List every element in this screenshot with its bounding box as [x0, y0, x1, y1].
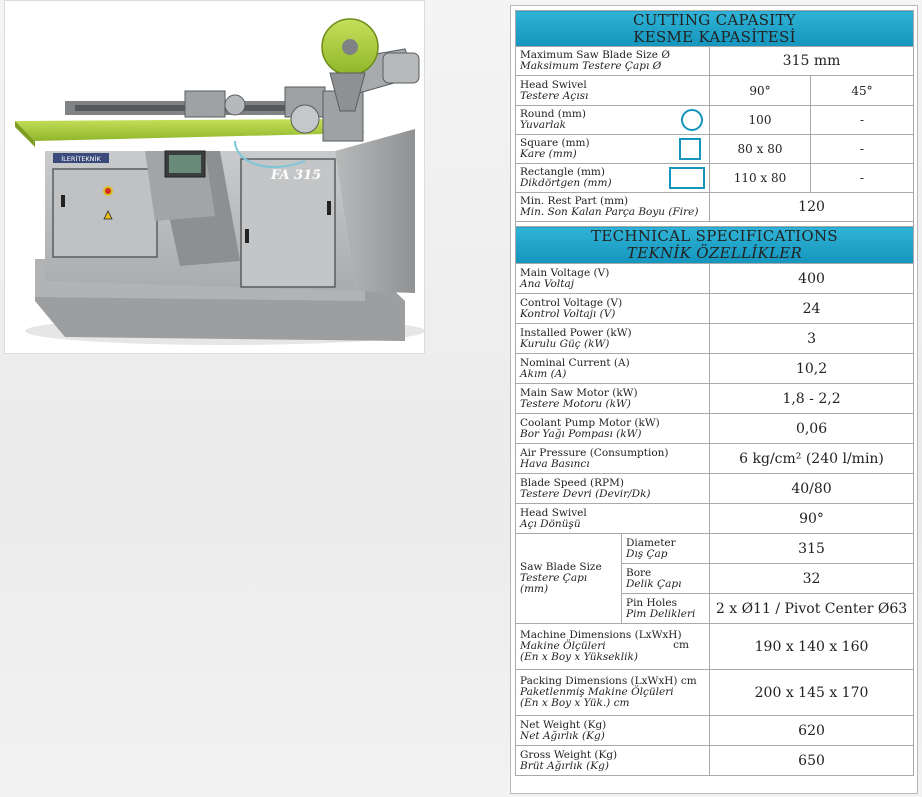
value: 90°: [710, 504, 914, 534]
label-tr: Kare (mm): [520, 148, 577, 160]
sub-label-tr: Dış Çap: [626, 547, 668, 560]
label-en: Round (mm): [520, 108, 586, 120]
row-min-rest: [516, 193, 914, 222]
label-en: Min. Rest Part (mm): [520, 195, 629, 207]
value-90: 110 x 80: [710, 164, 811, 193]
value: 650: [710, 746, 914, 776]
technical-specs-header: [516, 227, 914, 264]
spec-panel: [510, 5, 918, 794]
value: 315: [710, 534, 914, 564]
label-tr: Net Ağırlık (Kg): [520, 729, 605, 742]
row-main-voltage: [516, 264, 914, 294]
row-coolant-pump: [516, 414, 914, 444]
value: 1,8 - 2,2: [710, 384, 914, 414]
label-tr: Açı Dönüşü: [520, 517, 581, 530]
value-90: 100: [710, 106, 811, 135]
value: 0,06: [710, 414, 914, 444]
round-shape-icon: [681, 109, 703, 131]
value-90: 90°: [710, 76, 811, 106]
value: 2 x Ø11 / Pivot Center Ø63: [710, 594, 914, 624]
value: 400: [710, 264, 914, 294]
label-en: Air Pressure (Consumption): [520, 446, 669, 459]
label-en: Machine Dimensions (LxWxH): [520, 629, 682, 641]
sub-label-tr: Pim Delikleri: [626, 607, 696, 620]
label-en: Saw Blade Size: [520, 561, 602, 573]
value: 620: [710, 716, 914, 746]
label-tr: Kurulu Güç (kW): [520, 337, 610, 350]
row-main-saw-motor: [516, 384, 914, 414]
row-machine-dimensions: [516, 624, 914, 670]
value: 200 x 145 x 170: [710, 670, 914, 716]
label-tr: Bor Yağı Pompası (kW): [520, 427, 642, 440]
label-en: Blade Speed (RPM): [520, 476, 624, 489]
sub-label-en: Bore: [626, 566, 652, 579]
brand-label: İLERİTEKNİK: [61, 155, 101, 163]
value-45: -: [811, 135, 914, 164]
value: 3: [710, 324, 914, 354]
row-air-pressure: [516, 444, 914, 474]
model-label: FA 315: [271, 168, 322, 183]
value: 315 mm: [710, 47, 914, 76]
label-tr: Testere Çapı (mm): [520, 572, 588, 595]
emergency-stop-icon: [105, 188, 111, 194]
label-en: Control Voltage (V): [520, 296, 623, 309]
label-tr: Maksimum Testere Çapı Ø: [520, 60, 662, 72]
label-en: Coolant Pump Motor (kW): [520, 416, 660, 429]
square-shape-icon: [679, 138, 701, 160]
label-en: Head Swivel: [520, 78, 587, 91]
value: 6 kg/cm² (240 l/min): [710, 444, 914, 474]
label-en: Main Saw Motor (kW): [520, 386, 638, 399]
row-round: [516, 106, 914, 135]
row-gross-weight: [516, 746, 914, 776]
label-en: Net Weight (Kg): [520, 718, 607, 731]
value-45: 45°: [811, 76, 914, 106]
row-rectangle: [516, 164, 914, 193]
value: 32: [710, 564, 914, 594]
left-door: [53, 169, 157, 257]
machine-photo: [4, 0, 425, 354]
value-45: -: [811, 164, 914, 193]
value: 190 x 140 x 160: [710, 624, 914, 670]
label-tr: Ana Voltaj: [520, 277, 574, 290]
value: 24: [710, 294, 914, 324]
label-en: Head Swivel: [520, 506, 587, 519]
label-tr-2: (En x Boy x Yük.) cm: [520, 697, 630, 709]
saw-blade-size-label: [516, 534, 622, 624]
row-installed-power: [516, 324, 914, 354]
row-max-blade: [516, 47, 914, 76]
sub-label-en: Diameter: [626, 536, 676, 549]
row-nominal-current: [516, 354, 914, 384]
row-head-swivel: [516, 76, 914, 106]
value: 10,2: [710, 354, 914, 384]
label-en: Square (mm): [520, 137, 590, 149]
cutting-title-en: CUTTING CAPASITY: [633, 10, 797, 29]
sub-label-en: Pin Holes: [626, 596, 677, 609]
label-tr: Akım (A): [520, 367, 567, 380]
row-head-swivel-angle: [516, 504, 914, 534]
label-tr: Paketlenmiş Makine Ölçüleri: [520, 686, 674, 698]
label-en: Main Voltage (V): [520, 266, 610, 279]
tech-title-en: TECHNICAL SPECIFICATIONS: [591, 227, 839, 245]
value-45: -: [811, 106, 914, 135]
label-tr: Brüt Ağırlık (Kg): [520, 759, 609, 772]
row-net-weight: [516, 716, 914, 746]
value-90: 80 x 80: [710, 135, 811, 164]
label-en: Rectangle (mm): [520, 166, 605, 178]
value: 40/80: [710, 474, 914, 504]
label-tr: Testere Motoru (kW): [520, 397, 631, 410]
cutting-title-tr: KESME KAPASİTESİ: [633, 27, 796, 46]
label-en: Gross Weight (Kg): [520, 748, 618, 761]
spec-table: [515, 10, 914, 776]
label-tr: Kontrol Voltajı (V): [520, 307, 616, 320]
tech-title-tr: TEKNİK ÖZELLİKLER: [626, 244, 803, 262]
label-tr: Testere Açısı: [520, 89, 589, 102]
sub-label-tr: Delik Çapı: [626, 577, 682, 590]
label-en: Packing Dimensions (LxWxH) cm: [520, 675, 697, 687]
label-en: Nominal Current (A): [520, 356, 630, 369]
saw-machine-illustration: [5, 1, 425, 354]
row-packing-dimensions: [516, 670, 914, 716]
label-tr-2: (En x Boy x Yükseklik): [520, 651, 638, 663]
rectangle-shape-icon: [669, 167, 705, 189]
row-control-voltage: [516, 294, 914, 324]
label-en: Installed Power (kW): [520, 326, 632, 339]
row-blade-speed: [516, 474, 914, 504]
cutting-capacity-header: [516, 11, 914, 47]
row-square: [516, 135, 914, 164]
label-tr: Dikdörtgen (mm): [520, 177, 612, 189]
label-tr: Yuvarlak: [520, 119, 566, 131]
value: 120: [710, 193, 914, 222]
label-tr: Hava Basıncı: [520, 457, 590, 470]
label-tr: Makine Ölçüleri: [520, 640, 606, 652]
label-tr: Min. Son Kalan Parça Boyu (Fire): [520, 206, 699, 218]
row-blade-diameter: [516, 534, 914, 564]
label-tr: Testere Devri (Devir/Dk): [520, 487, 651, 500]
label-en: Maximum Saw Blade Size Ø: [520, 49, 670, 61]
unit-label: cm: [673, 639, 689, 651]
